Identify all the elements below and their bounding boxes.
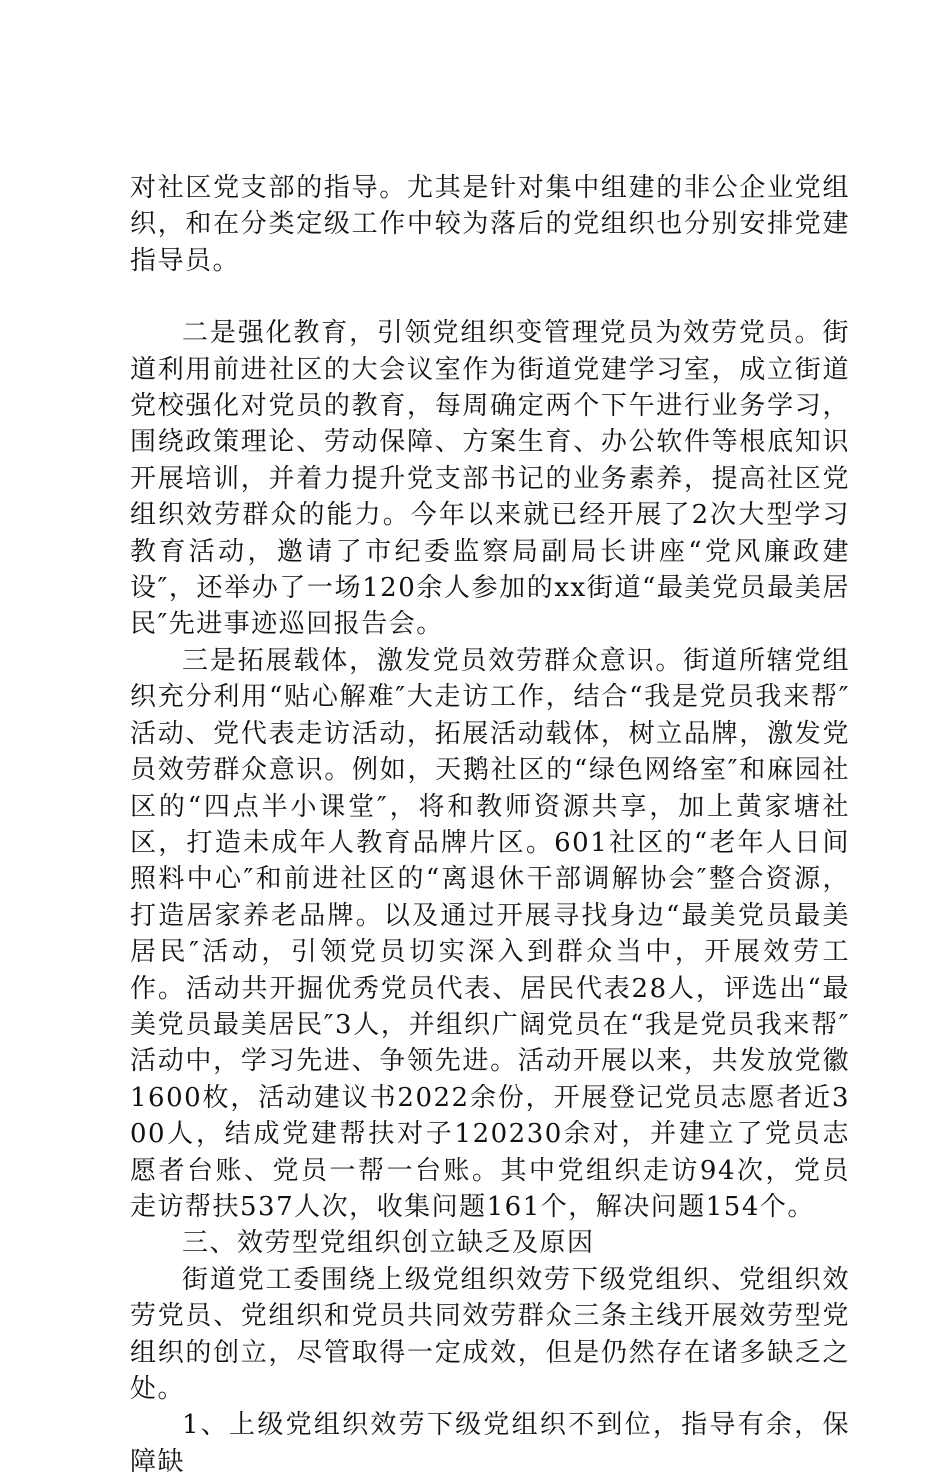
paragraph-summary: 街道党工委围绕上级党组织效劳下级党组织、党组织效劳党员、党组织和党员共同效劳群众三条主线开展效劳型党组织的创立，尽管取得一定成效，但是仍然存在诸多缺乏之处。	[130, 1264, 850, 1404]
section-heading: 三、效劳型党组织创立缺乏及原因	[182, 1228, 595, 1259]
paragraph-continuation: 对社区党支部的指导。尤其是针对集中组建的非公企业党组织，和在分类定级工作中较为落后的党组织也分别安排党建指导员。	[130, 173, 850, 276]
paragraph-education: 二是强化教育，引领党组织变管理党员为效劳党员。街道利用前进社区的大会议室作为街道党建学习室，成立街道党校强化对党员的教育，每周确定两个下午进行业务学习，围绕政策理论、劳动保障、方案生育、办公软件等根底知识开展培训，并着力提升党支部书记的业务素养，提高社区党组织效劳群众的能力。今年以来就已经开展了2次大型学习教育活动，邀请了市纪委监察局副局长讲座“党风廉政建设″，还举办了一场120余人参加的xx街道“最美党员最美居民″先进事迹巡回报告会。	[130, 318, 850, 640]
paragraph-item-1: 1、上级党组织效劳下级党组织不到位，指导有余，保障缺	[130, 1410, 850, 1477]
paragraph-carrier: 三是拓展载体，激发党员效劳群众意识。街道所辖党组织充分利用“贴心解难″大走访工作，结合“我是党员我来帮″活动、党代表走访活动，拓展活动载体，树立品牌，激发党员效劳群众意识。例如，天鹅社区的“绿色网络室″和麻园社区的“四点半小课堂″，将和教师资源共享，加上黄家塘社区，打造未成年人教育品牌片区。601社区的“老年人日间照料中心″和前进社区的“离退休干部调解协会″整合资源，打造居家养老品牌。以及通过开展寻找身边“最美党员最美居民″活动，引领党员切实深入到群众当中，开展效劳工作。活动共开掘优秀党员代表、居民代表28人，评选出“最美党员最美居民″3人，并组织广阔党员在“我是党员我来帮″活动中，学习先进、争领先进。活动开展以来，共发放党徽1600枚，活动建议书2022余份，开展登记党员志愿者近300人，结成党建帮扶对子120230余对，并建立了党员志愿者台账、党员一帮一台账。其中党组织走访94次，党员走访帮扶537人次，收集问题161个，解决问题154个。	[130, 645, 850, 1222]
document-page	[130, 170, 850, 1480]
